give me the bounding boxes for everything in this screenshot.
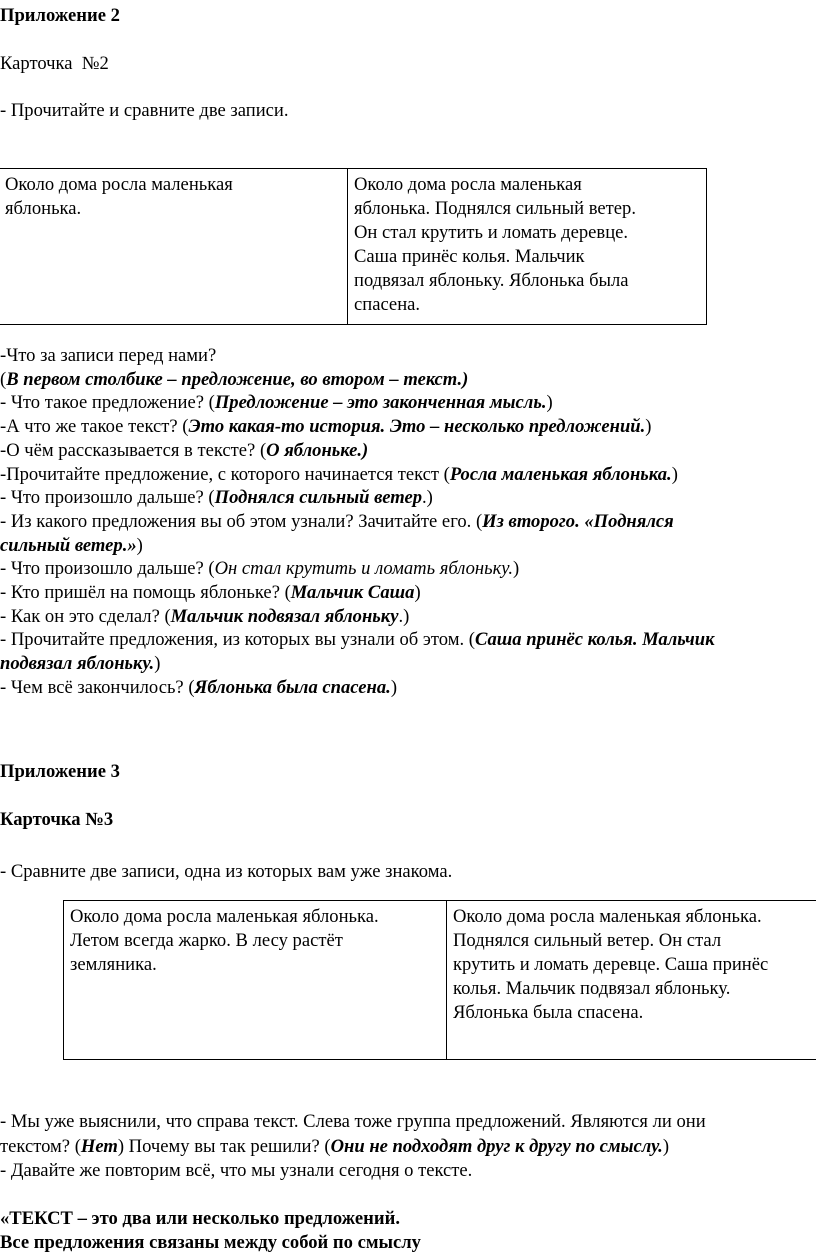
dialogue-line: -Что за записи перед нами? <box>0 345 217 366</box>
card-3-table-left-cell <box>64 901 447 1060</box>
dialogue-line: - Как он это сделал? (Мальчик подвязал яблоньку.) <box>0 605 410 627</box>
table-line: Около дома росла маленькая <box>354 174 582 195</box>
appendix-2-heading: Приложение 2 <box>0 5 120 26</box>
table-line: Около дома росла маленькая яблонька. <box>453 906 762 927</box>
table-line: Он стал крутить и ломать деревце. <box>354 222 629 243</box>
table-line: спасена. <box>354 294 421 315</box>
table-line: крутить и ломать деревце. Саша принёс <box>453 954 769 975</box>
card-2-table-left-cell <box>0 169 348 325</box>
dialogue-line: сильный ветер.») <box>0 534 143 556</box>
dialogue-line: - Прочитайте предложения, из которых вы узнали об этом. (Саша принёс колья. Мальчик <box>0 629 715 651</box>
dialogue-line: подвязал яблоньку.) <box>0 653 161 675</box>
text-definition-line-1: «ТЕКСТ – это два или несколько предложений. <box>0 1208 400 1229</box>
text-definition-line-2: Все предложения связаны между собой по смыслу <box>0 1232 421 1253</box>
table-line: Около дома росла маленькая <box>5 174 233 195</box>
table-line: Летом всегда жарко. В лесу растёт <box>70 930 343 951</box>
card-3-question-line-1: - Мы уже выяснили, что справа текст. Слева тоже группа предложений. Являются ли они <box>0 1111 706 1132</box>
table-line: Саша принёс колья. Мальчик <box>354 246 585 267</box>
table-line: подвязал яблоньку. Яблонька была <box>354 270 629 291</box>
dialogue-line: -О чём рассказывается в тексте? (О яблоньке.) <box>0 439 369 461</box>
dialogue-line: -А что же такое текст? (Это какая-то история. Это – несколько предложений.) <box>0 416 652 438</box>
card-2-dialogue <box>0 344 816 700</box>
card-3-table <box>63 900 816 1060</box>
dialogue-line: - Кто пришёл на помощь яблоньке? (Мальчик Саша) <box>0 582 421 604</box>
card-3-question-line-2: текстом? (Нет) Почему вы так решили? (Они не подходят друг к другу по смыслу.) <box>0 1136 670 1157</box>
card-3-table-right-cell <box>447 901 816 1060</box>
table-line: Около дома росла маленькая яблонька. <box>70 906 379 927</box>
card-2-instruction: - Прочитайте и сравните две записи. <box>0 100 289 121</box>
card-2-title: Карточка №2 <box>0 53 109 74</box>
dialogue-line: - Что такое предложение? (Предложение – это законченная мысль.) <box>0 392 553 414</box>
card-2-table <box>0 168 707 325</box>
table-line: земляника. <box>70 954 157 975</box>
table-line: яблонька. <box>5 198 82 219</box>
appendix-3-heading: Приложение 3 <box>0 761 120 782</box>
dialogue-line: -Прочитайте предложение, с которого начинается текст (Росла маленькая яблонька.) <box>0 463 678 485</box>
dialogue-line: - Чем всё закончилось? (Яблонька была спасена.) <box>0 676 398 698</box>
card-3-instruction: - Сравните две записи, одна из которых вам уже знакома. <box>0 861 453 882</box>
card-3-title: Карточка №3 <box>0 809 114 830</box>
card-2-table-right-cell <box>348 169 707 325</box>
dialogue-line: - Из какого предложения вы об этом узнали? Зачитайте его. (Из второго. «Поднялся <box>0 510 674 532</box>
table-line: яблонька. Поднялся сильный ветер. <box>354 198 636 219</box>
table-line: Поднялся сильный ветер. Он стал <box>453 930 722 951</box>
dialogue-line: - Что произошло дальше? (Он стал крутить и ломать яблоньку.) <box>0 558 520 580</box>
dialogue-line: (В первом столбике – предложение, во втором – текст.) <box>0 368 469 390</box>
card-3-review-prompt: - Давайте же повторим всё, что мы узнали сегодня о тексте. <box>0 1160 473 1181</box>
dialogue-line: - Что произошло дальше? (Поднялся сильный ветер.) <box>0 487 433 509</box>
table-line: колья. Мальчик подвязал яблоньку. <box>453 978 731 999</box>
table-line: Яблонька была спасена. <box>453 1002 644 1023</box>
